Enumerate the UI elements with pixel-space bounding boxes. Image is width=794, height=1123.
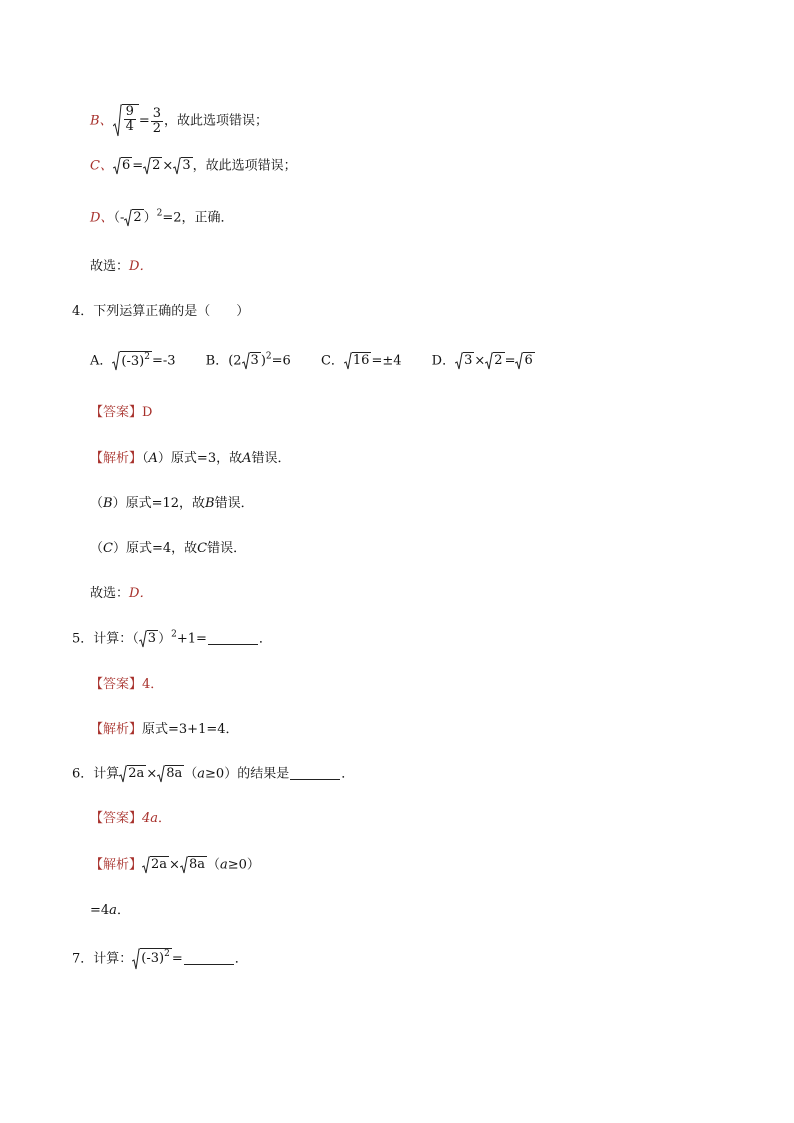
radicand: 2 [133,210,142,225]
choice-b-label: B． [205,353,229,369]
choice-c-label: C． [320,353,344,369]
option-c-tail: ，故此选项错误； [192,158,297,174]
option-b-tail: ，故此选项错误； [164,113,269,129]
condition-tail: ≥0） [227,857,260,873]
paren-open: (2 [228,353,242,369]
selection-line-1 [90,258,152,276]
stem-tail: ≥0）的结果是 [205,766,290,782]
choice-a-tail: =-3 [151,353,176,369]
equals: = [138,113,150,129]
frac-den: 4 [125,119,134,134]
question-4-analysis-1 [90,450,291,468]
paren-open: （- [113,210,125,226]
stem-end: ． [341,766,355,782]
exponent: 2 [156,208,163,219]
times: × [146,766,158,782]
choice-a-label: A． [90,353,113,369]
choice-b [206,352,291,371]
exponent: 2 [144,352,150,362]
answer-tag: 【答案】 [90,405,143,420]
stem-prefix: 5．计算：（ [72,631,139,647]
var-a: a [197,766,206,782]
radicand: 3 [464,353,473,368]
question-7-stem [72,948,248,970]
question-6-analysis [90,856,260,875]
paren-open: （ [142,451,149,466]
choice-c-tail: =±4 [371,353,402,369]
exponent: 2 [171,629,177,640]
radicand: 2 [494,353,503,368]
var-a: A [242,451,252,466]
question-4-analysis-3 [90,540,246,558]
question-6-stem [72,765,354,784]
answer-blank[interactable] [290,767,340,780]
choice-d [432,352,535,371]
exponent: 2 [164,949,170,959]
sqrt-16 [344,352,372,370]
question-4-stem: 4．下列运算正确的是（ ） [72,304,250,319]
answer-blank[interactable] [208,632,258,645]
var-a: a [109,903,117,918]
analysis-tail: 错误． [251,451,291,466]
question-5-analysis [90,721,239,739]
selection-value: D． [129,259,153,274]
choice-a [90,351,176,371]
label-d: D、 [90,210,114,226]
var-a: a [220,857,228,873]
sqrt-6 [515,352,534,370]
radicand: 3 [147,631,157,646]
question-6-result [90,902,130,920]
choice-c [321,352,402,371]
analysis-text: ）原式=3，故 [157,451,243,466]
result-num: 3 [152,105,162,121]
analysis-text: 原式=3+1=4． [142,722,239,737]
sqrt-3 [242,352,261,370]
answer-blank[interactable] [184,952,234,965]
analysis-tail: 错误． [214,496,254,511]
answer-tag: 【答案】 [90,811,143,826]
stem-prefix: 6．计算 [72,766,120,782]
radicand-2: 2 [152,158,161,173]
result-den: 2 [152,120,162,136]
paren-close: ） [143,210,157,226]
answer-value: 4． [142,677,164,692]
paren-open: （ [90,541,104,556]
answer-value: 4a [142,811,159,826]
radicand: 2a [151,857,168,872]
selection-line-2 [90,585,152,603]
paren-open: （ [184,766,198,782]
var-b: B [205,496,215,511]
sqrt-2 [143,157,162,175]
radicand: (-3) [141,951,165,966]
stem-tail: = [171,951,183,967]
option-c-explanation [90,157,297,176]
sqrt-2 [485,352,504,370]
radicand: 6 [524,353,533,368]
analysis-text: ）原式=12，故 [112,496,206,511]
paren-close: ) [260,353,266,369]
question-5-answer [90,676,163,694]
result-prefix: =4 [90,903,110,918]
question-5-stem [72,630,272,649]
analysis-tag: 【解析】 [90,451,143,466]
sqrt-neg3-squared [112,351,152,371]
sqrt-3 [173,157,192,175]
stem-prefix: 7．计算： [72,951,133,967]
paren-open: （ [206,857,220,873]
choice-b-tail: =6 [271,353,291,369]
analysis-tail: 错误． [207,541,247,556]
sqrt-9-over-4 [113,104,139,138]
sqrt-2 [124,209,143,227]
times: × [474,353,486,369]
question-4-answer [90,404,152,422]
question-6-answer [90,810,171,828]
var-b: B [103,496,113,511]
question-4-analysis-2 [90,495,254,513]
stem-tail: +1= [176,631,207,647]
option-b-explanation [90,104,268,138]
selection-label: 故选： [90,259,130,274]
result-end: ． [116,903,130,918]
sqrt-3 [455,352,474,370]
paren-open: （ [90,496,104,511]
var-c: C [197,541,208,556]
radicand: 2a [128,766,145,781]
label-b: B、 [90,113,113,129]
sqrt-6 [113,157,132,175]
sqrt-3 [139,630,158,648]
stem-end: ． [258,631,272,647]
question-4-choices [90,351,561,371]
radicand: (-3) [121,354,145,369]
paren-close: ） [158,631,172,647]
choice-d-label: D． [431,353,456,369]
answer-tag: 【答案】 [90,677,143,692]
sqrt-8a [157,765,184,783]
answer-end: ． [158,811,172,826]
stem-end: ． [234,951,248,967]
sqrt-8a [180,856,207,874]
analysis-text: ）原式=4，故 [112,541,198,556]
var-c: C [103,541,113,556]
var-a: A [148,451,158,466]
equals: = [132,158,144,174]
times: × [169,857,180,873]
selection-value: D． [129,586,153,601]
analysis-tag: 【解析】 [90,857,143,873]
radicand-6: 6 [121,158,131,173]
exponent: 2 [265,351,272,362]
sqrt-2a [119,765,146,783]
frac-num: 9 [125,104,134,119]
radicand: 8a [166,766,183,781]
times: × [162,158,174,174]
answer-value: D [142,405,153,420]
option-d-tail: =2，正确． [162,210,234,226]
radicand-3: 3 [182,158,191,173]
analysis-tag: 【解析】 [90,722,143,737]
sqrt-2a [142,856,169,874]
equals: = [504,353,516,369]
selection-label: 故选： [90,586,130,601]
radicand: 16 [352,353,370,368]
option-d-explanation [90,209,234,228]
sqrt-neg3-squared [132,948,172,970]
radicand: 8a [188,857,205,872]
label-c: C、 [90,158,113,174]
radicand: 3 [250,353,259,368]
